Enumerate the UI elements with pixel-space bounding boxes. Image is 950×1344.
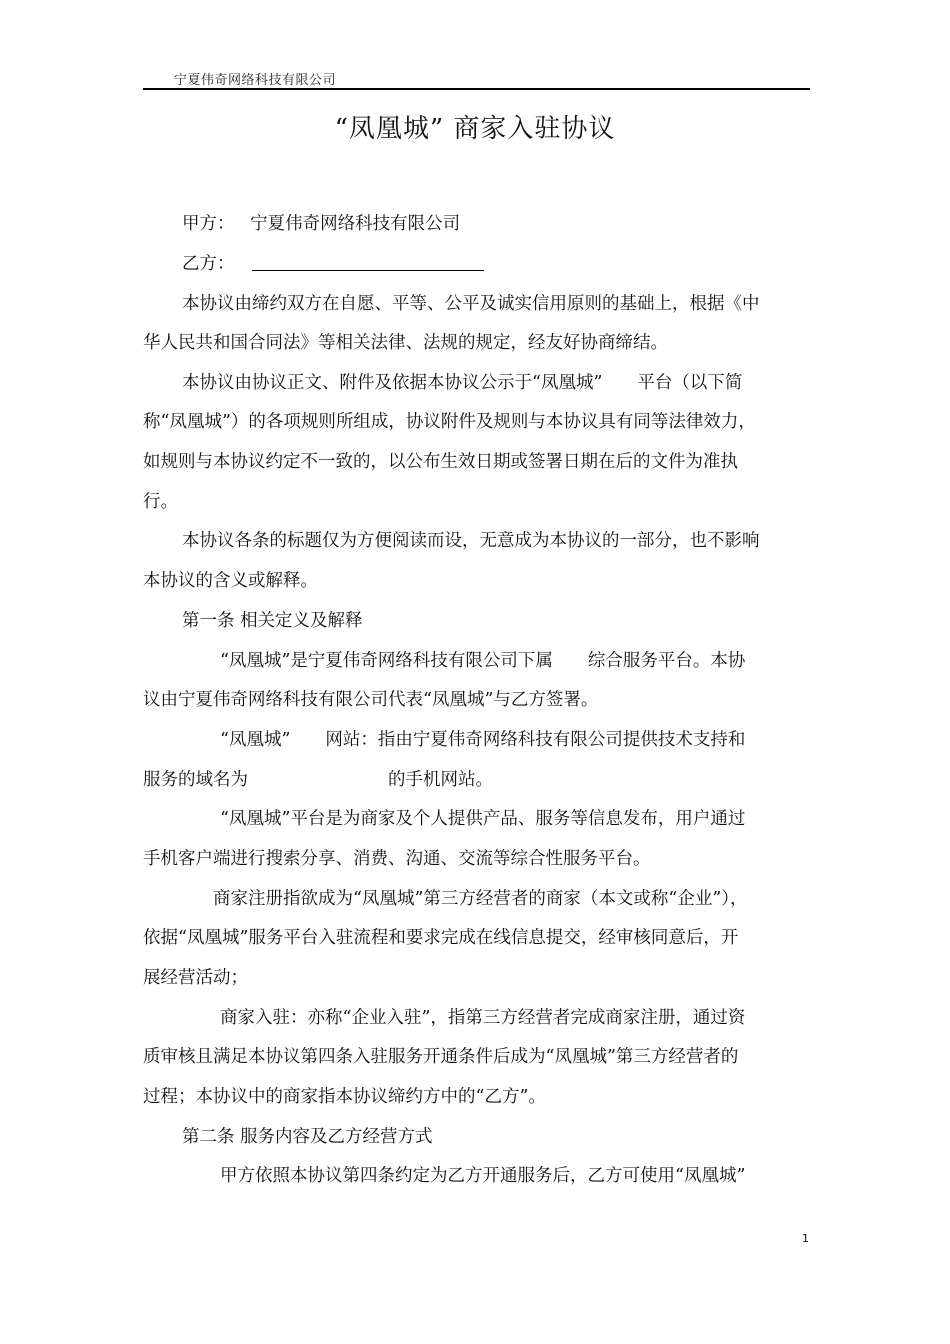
body-line: 如规则与本协议约定不一致的，以公布生效日期或签署日期在后的文件为准执 <box>143 452 738 472</box>
body-line: 议由宁夏伟奇网络科技有限公司代表“凤凰城”与乙方签署。 <box>143 690 599 710</box>
party-b-blank <box>252 254 484 271</box>
body-line: “凤凰城” 网站：指由宁夏伟奇网络科技有限公司提供技术支持和 <box>220 730 746 750</box>
body-line: 本协议由缔约双方在自愿、平等、公平及诚实信用原则的基础上，根据《中 <box>182 294 760 314</box>
body-line: 本协议由协议正文、附件及依据本协议公示于“凤凰城” 平台（以下简 <box>182 373 743 393</box>
body-line: 依据“凤凰城”服务平台入驻流程和要求完成在线信息提交，经审核同意后，开 <box>143 928 739 948</box>
section-heading: 第二条 服务内容及乙方经营方式 <box>182 1127 433 1147</box>
party-a-value: 宁夏伟奇网络科技有限公司 <box>250 214 461 234</box>
section-heading: 第一条 相关定义及解释 <box>182 611 363 631</box>
body-line: 本协议各条的标题仅为方便阅读而设，无意成为本协议的一部分，也不影响 <box>182 531 760 551</box>
body-line: “凤凰城”是宁夏伟奇网络科技有限公司下属 综合服务平台。本协 <box>220 651 746 671</box>
party-b-line <box>182 250 484 275</box>
page-number: 1 <box>802 1232 809 1245</box>
body-line: 称“凤凰城”）的各项规则所组成，协议附件及规则与本协议具有同等法律效力， <box>143 412 756 432</box>
body-line: 手机客户端进行搜索分享、消费、沟通、交流等综合性服务平台。 <box>143 849 651 869</box>
body-line: 质审核且满足本协议第四条入驻服务开通条件后成为“凤凰城”第三方经营者的 <box>143 1047 739 1067</box>
body-line: 商家注册指欲成为“凤凰城”第三方经营者的商家（本文或称“企业”）， <box>213 889 748 909</box>
body-line: 华人民共和国合同法》等相关法律、法规的规定，经友好协商缔结。 <box>143 333 668 353</box>
party-a-label: 甲方： <box>182 214 235 234</box>
body-line: 甲方依照本协议第四条约定为乙方开通服务后，乙方可使用“凤凰城” <box>220 1166 746 1186</box>
body-line: 展经营活动； <box>143 968 248 988</box>
body-line: 商家入驻：亦称“企业入驻”，指第三方经营者完成商家注册，通过资 <box>220 1008 746 1028</box>
body-line: 行。 <box>143 492 178 512</box>
body-line: “凤凰城”平台是为商家及个人提供产品、服务等信息发布，用户通过 <box>220 809 746 829</box>
party-b-label: 乙方： <box>182 254 235 274</box>
party-a-line <box>182 210 460 235</box>
header-company: 宁夏伟奇网络科技有限公司 <box>174 73 337 88</box>
header-rule <box>143 88 810 90</box>
body-line: 本协议的含义或解释。 <box>143 571 318 591</box>
document-title: “凤凰城” 商家入驻协议 <box>334 114 616 144</box>
body-line: 过程；本协议中的商家指本协议缔约方中的“乙方”。 <box>143 1087 546 1107</box>
body-line: 服务的域名为 的手机网站。 <box>143 770 493 790</box>
